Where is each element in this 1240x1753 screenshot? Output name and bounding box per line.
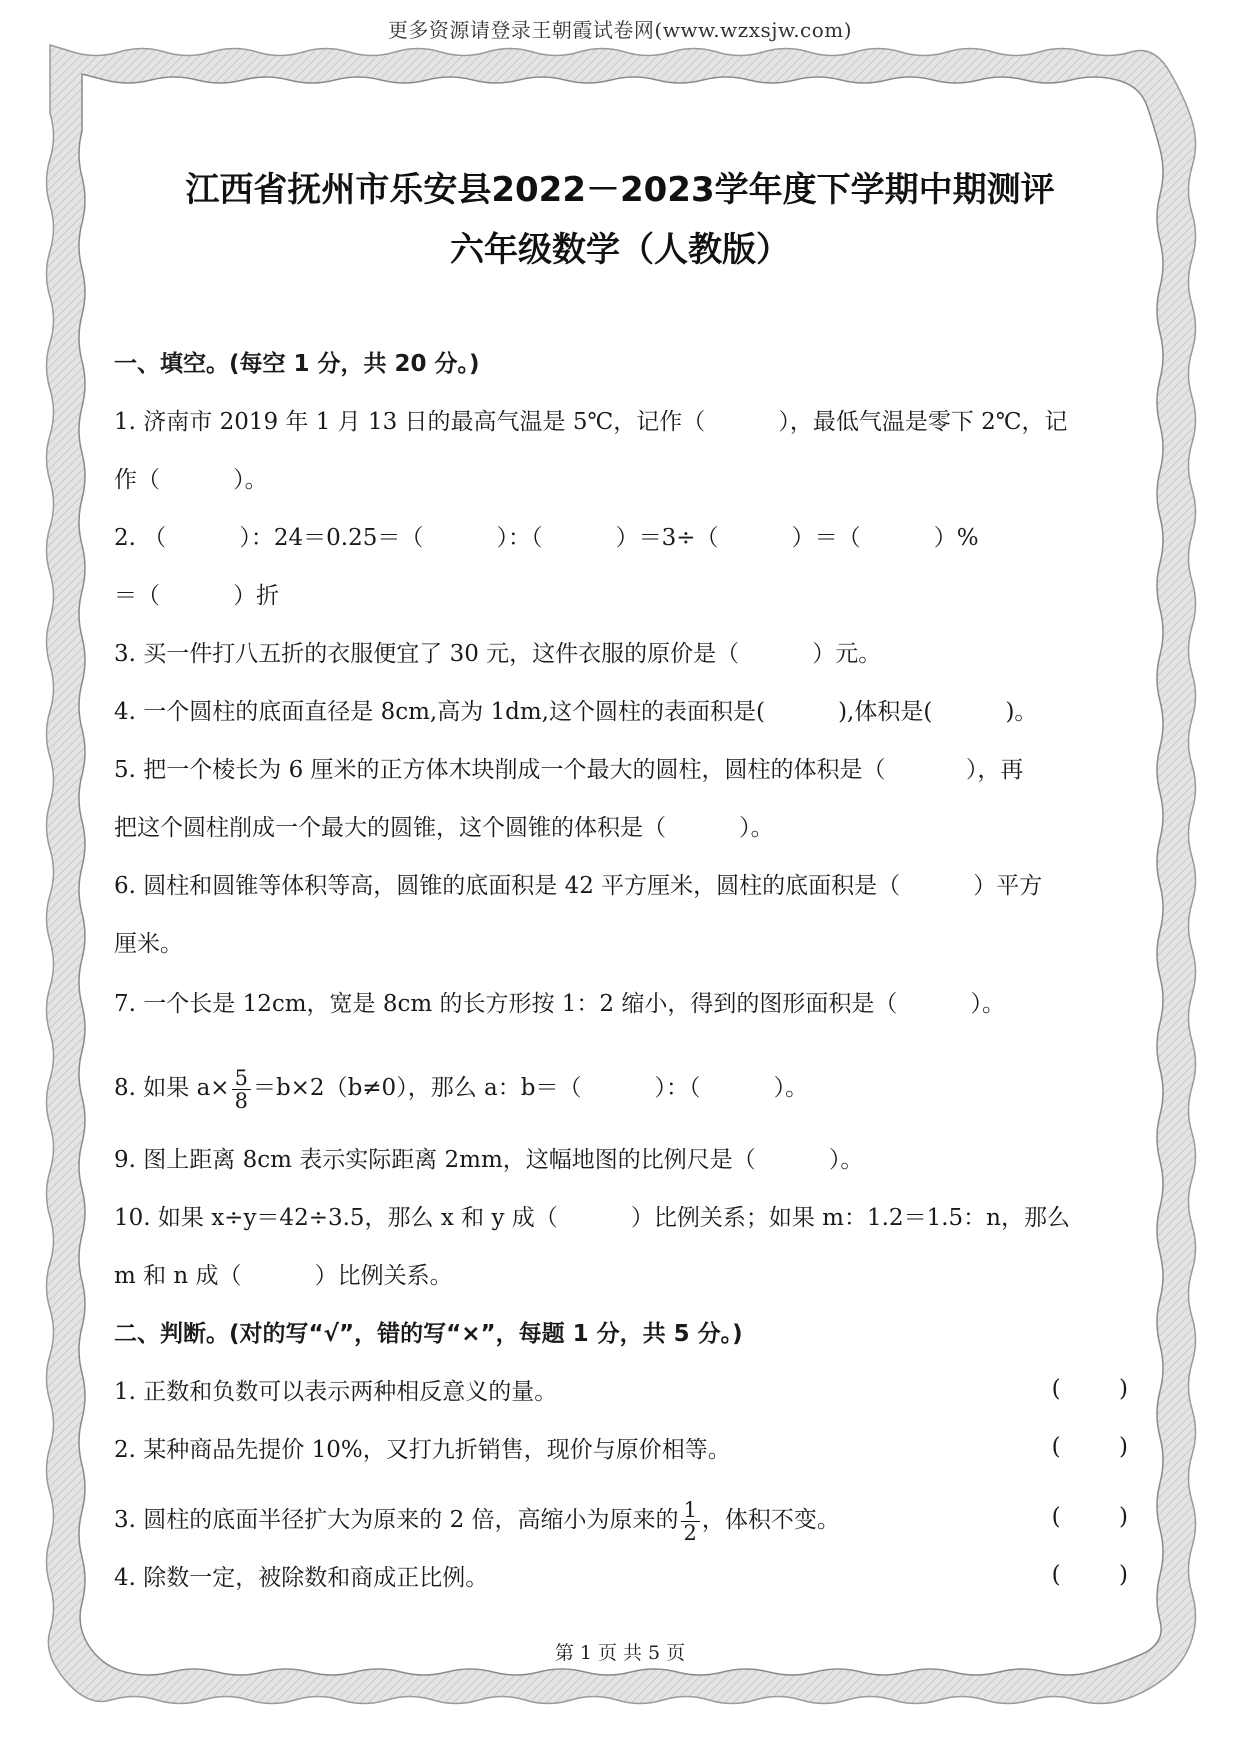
- question-5-line1: 5. 把一个棱长为 6 厘米的正方体木块削成一个最大的圆柱，圆柱的体积是（ ），再: [114, 757, 1024, 783]
- fraction-denominator: 2: [683, 1520, 697, 1545]
- question-4: 4. 一个圆柱的底面直径是 8cm,高为 1dm,这个圆柱的表面积是( ),体积是( )。: [114, 699, 1038, 725]
- question-6-line2: 厘米。: [114, 931, 183, 957]
- question-6-line1: 6. 圆柱和圆锥等体积等高，圆锥的底面积是 42 平方厘米，圆柱的底面积是（ ）平方: [114, 873, 1043, 899]
- judge-3-suffix: ，体积不变。: [701, 1507, 840, 1533]
- question-8: [114, 1058, 1130, 1118]
- question-9: 9. 图上距离 8cm 表示实际距离 2mm，这幅地图的比例尺是（ ）。: [114, 1147, 864, 1173]
- judge-4-brackets: ( ): [1051, 1562, 1128, 1588]
- question-1-line1: 1. 济南市 2019 年 1 月 13 日的最高气温是 5℃，记作（ ），最低气温是零下 2℃，记: [114, 409, 1068, 435]
- fraction-numerator: 5: [232, 1067, 251, 1090]
- source-banner: 更多资源请登录王朝霞试卷网(www.wzxsjw.com): [387, 18, 853, 42]
- fraction-one-half: [681, 1499, 700, 1544]
- judge-3: [114, 1492, 1130, 1548]
- judge-1: 1. 正数和负数可以表示两种相反意义的量。: [114, 1379, 558, 1405]
- judge-3-brackets: ( ): [1051, 1504, 1128, 1530]
- question-2-line2: ＝（ ）折: [114, 583, 280, 609]
- question-8-prefix: 8. 如果 a×: [114, 1075, 230, 1101]
- section1-heading: 一、填空。(每空 1 分，共 20 分。): [114, 351, 480, 377]
- question-7: 7. 一个长是 12cm，宽是 8cm 的长方形按 1：2 缩小，得到的图形面积是（ ）。: [114, 991, 1005, 1017]
- page-number: 第 1 页 共 5 页: [554, 1642, 686, 1664]
- question-10-line1: 10. 如果 x÷y＝42÷3.5，那么 x 和 y 成（ ）比例关系；如果 m：1.2＝1.5：n，那么: [114, 1205, 1070, 1231]
- judge-1-brackets: ( ): [1051, 1376, 1128, 1402]
- question-5-line2: 把这个圆柱削成一个最大的圆锥，这个圆锥的体积是（ ）。: [114, 815, 774, 841]
- question-1-line2: 作（ ）。: [114, 467, 268, 493]
- question-2-line1: 2. （ ）：24＝0.25＝（ ）：（ ）＝3÷（ ）＝（ ）%: [114, 525, 979, 551]
- judge-2-brackets: ( ): [1051, 1434, 1128, 1460]
- judge-4: 4. 除数一定，被除数和商成正比例。: [114, 1565, 489, 1591]
- section2-heading: 二、判断。(对的写“√”，错的写“×”，每题 1 分，共 5 分。): [114, 1321, 743, 1347]
- fraction-five-eighths: [232, 1067, 251, 1112]
- question-8-suffix: ＝b×2（b≠0），那么 a：b＝（ ）：（ ）。: [252, 1075, 809, 1101]
- fraction-numerator: 1: [681, 1499, 700, 1522]
- judge-3-prefix: 3. 圆柱的底面半径扩大为原来的 2 倍，高缩小为原来的: [114, 1507, 679, 1533]
- judge-2: 2. 某种商品先提价 10%，又打九折销售，现价与原价相等。: [114, 1437, 731, 1463]
- question-3: 3. 买一件打八五折的衣服便宜了 30 元，这件衣服的原价是（ ）元。: [114, 641, 882, 667]
- fraction-denominator: 8: [234, 1088, 248, 1113]
- exam-title: 江西省抚州市乐安县2022－2023学年度下学期中期测评: [185, 170, 1055, 210]
- question-10-line2: m 和 n 成（ ）比例关系。: [114, 1263, 453, 1289]
- exam-subtitle: 六年级数学（人教版）: [450, 230, 790, 270]
